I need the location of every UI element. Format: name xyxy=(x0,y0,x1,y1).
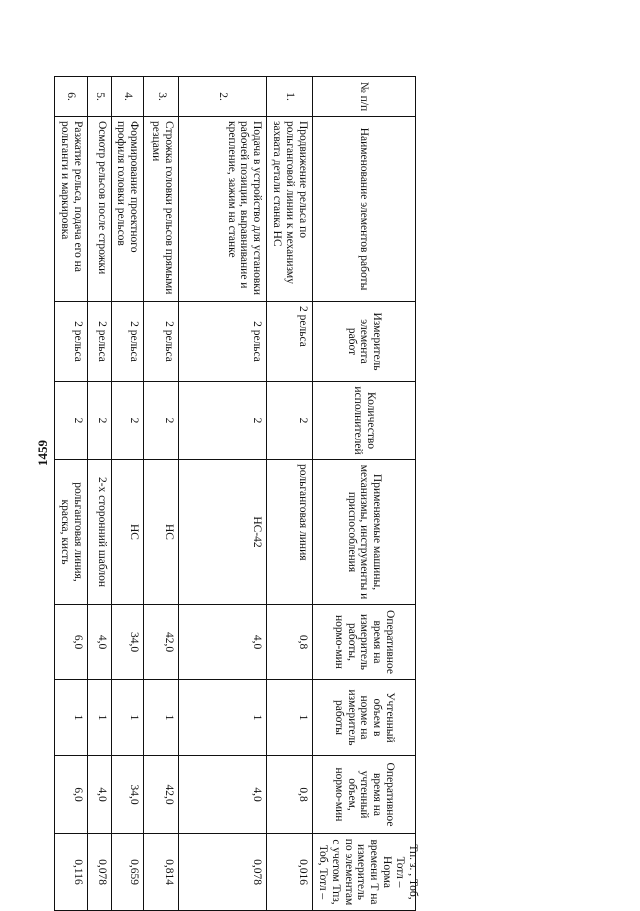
cell-name: Подача в устройство для установки рабочей позиции, выравнивание и крепление, зажим на станке xyxy=(179,117,267,302)
cell-name: Формирование проектного профиля головки рельсов xyxy=(111,117,144,302)
cell-num: 3. xyxy=(144,77,179,117)
cell-meter: 2 рельса xyxy=(144,302,179,382)
cell-num: 6. xyxy=(54,77,87,117)
table-header-row xyxy=(313,77,416,911)
cell-op-time-volume: 42,0 xyxy=(144,756,179,834)
header-norm-time-text: Норма времени Т на измеритель по элементам с учетом Тпз, Тоб, Тотл – xyxy=(316,838,394,906)
cell-num: 1. xyxy=(267,77,313,117)
cell-volume: 1 xyxy=(144,680,179,756)
cell-volume: 1 xyxy=(54,680,87,756)
cell-op-time-volume: 6,0 xyxy=(54,756,87,834)
header-norm-time-clipped-line: Тп. з. , Тоб, Тотл – xyxy=(394,844,419,900)
cell-num: 5. xyxy=(87,77,111,117)
cell-name: Осмотр рельсов после строжки xyxy=(87,117,111,302)
cell-op-time: 0,8 xyxy=(267,605,313,680)
cell-name: Продвижение рельса по рольганговой линии к механизму захвата детали станка НС xyxy=(267,117,313,302)
cell-op-time-volume: 4,0 xyxy=(179,756,267,834)
cell-name: Строжка головки рельсов прямыми резцами xyxy=(144,117,179,302)
header-meter: Измеритель элемента работ xyxy=(313,302,416,382)
cell-volume: 1 xyxy=(87,680,111,756)
table-row xyxy=(87,77,111,911)
cell-norm-time: 0,659 xyxy=(111,834,144,911)
cell-op-time: 4,0 xyxy=(179,605,267,680)
header-name: Наименование элементов работы xyxy=(313,117,416,302)
table-row xyxy=(179,77,267,911)
cell-count: 2 xyxy=(54,382,87,460)
cell-op-time: 4,0 xyxy=(87,605,111,680)
cell-op-time: 34,0 xyxy=(111,605,144,680)
table-row xyxy=(111,77,144,911)
cell-count: 2 xyxy=(267,382,313,460)
header-tools: Применяемые машины, механизмы, инструменты и приспособления xyxy=(313,460,416,605)
cell-num: 2. xyxy=(179,77,267,117)
cell-num: 4. xyxy=(111,77,144,117)
cell-norm-time: 0,116 xyxy=(54,834,87,911)
cell-tools: рольганговая линия, краска, кисть xyxy=(54,460,87,605)
work-elements-table xyxy=(54,76,419,911)
cell-op-time-volume: 34,0 xyxy=(111,756,144,834)
header-num: № п/п xyxy=(313,77,416,117)
cell-count: 2 xyxy=(111,382,144,460)
cell-tools: рольганговая линия xyxy=(267,460,313,605)
cell-name: Разжатие рельса, подача его на рольганги и маркировка xyxy=(54,117,87,302)
cell-op-time: 6,0 xyxy=(54,605,87,680)
cell-volume: 1 xyxy=(267,680,313,756)
header-count: Количество исполнителей xyxy=(313,382,416,460)
cell-volume: 1 xyxy=(111,680,144,756)
cell-count: 2 xyxy=(179,382,267,460)
cell-tools: НС-42 xyxy=(179,460,267,605)
cell-tools: 2-х сторонний шаблон xyxy=(87,460,111,605)
cell-norm-time: 0,078 xyxy=(179,834,267,911)
cell-meter: 2 рельса xyxy=(54,302,87,382)
table-row xyxy=(267,77,313,911)
cell-meter: 2 рельса xyxy=(179,302,267,382)
cell-meter: 2 рельса xyxy=(267,302,313,382)
table-row xyxy=(54,77,87,911)
cell-op-time-volume: 4,0 xyxy=(87,756,111,834)
header-volume: Учтенный объем в норме на измеритель работы xyxy=(313,680,416,756)
header-norm-time xyxy=(313,834,419,911)
cell-op-time: 42,0 xyxy=(144,605,179,680)
header-op-time: Оперативное время на измеритель работы, нормо-мин xyxy=(313,605,416,680)
cell-norm-time: 0,016 xyxy=(267,834,313,911)
cell-norm-time: 0,078 xyxy=(87,834,111,911)
cell-count: 2 xyxy=(87,382,111,460)
cell-tools: НС xyxy=(111,460,144,605)
table-row xyxy=(144,77,179,911)
header-op-time-volume: Оперативное время на учтенный объем, нормо-мин xyxy=(313,756,416,834)
cell-meter: 2 рельса xyxy=(87,302,111,382)
page-number: 1459 xyxy=(35,440,50,466)
cell-tools: НС xyxy=(144,460,179,605)
cell-volume: 1 xyxy=(179,680,267,756)
cell-norm-time: 0,814 xyxy=(144,834,179,911)
work-elements-table-wrapper xyxy=(58,76,419,906)
cell-meter: 2 рельса xyxy=(111,302,144,382)
cell-count: 2 xyxy=(144,382,179,460)
cell-op-time-volume: 0,8 xyxy=(267,756,313,834)
